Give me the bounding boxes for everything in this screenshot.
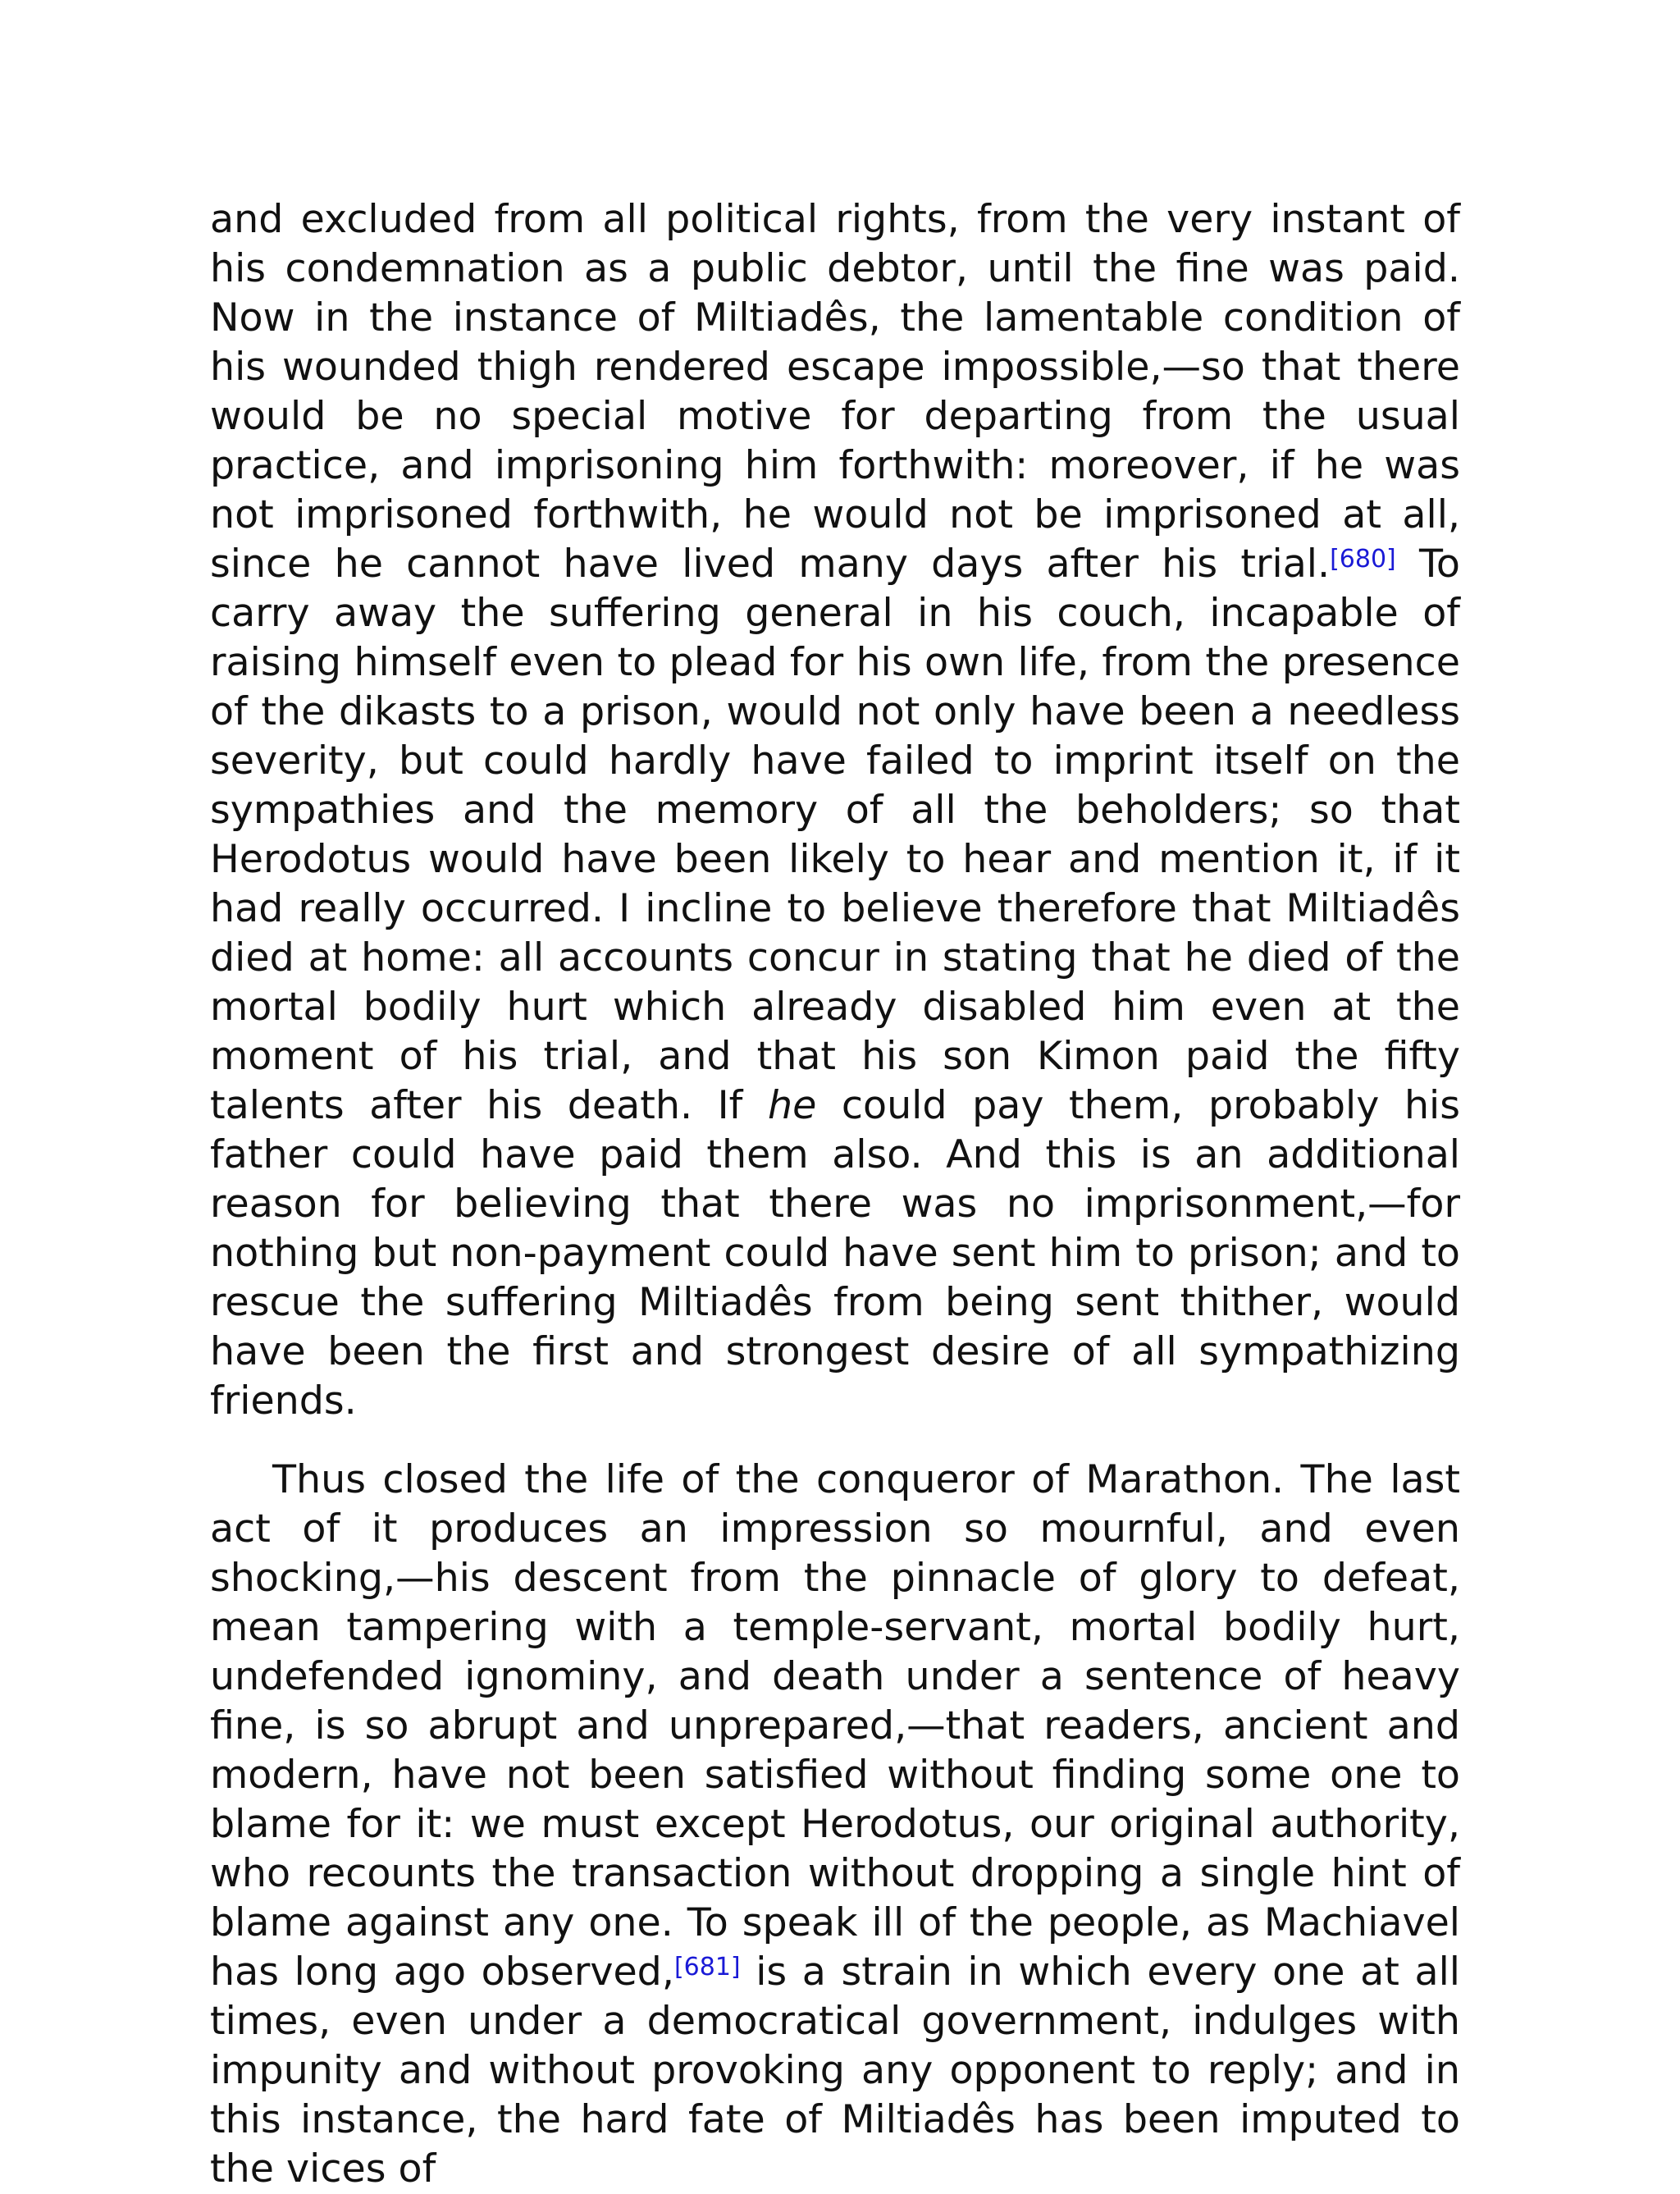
paragraph-1-text-b: To carry away the suffering general in his couch, incapable of raising himself even to plead for his own life, from the presence of the dikasts to a prison, would not only have been a needless severity, but could hardly have failed to imprint itself on the sympathies and the memory of all the beholders; so that Herodotus would have been likely to hear and mention it, if it had really occurred. I incline to believe therefore that Miltiadês died at home: all accounts concur in stating that he died of the mortal bodily hurt which already disabled him even at the moment of his trial, and that his son Kimon paid the fifty talents after his death. If xyxy=(210,542,1460,1128)
paragraph-2-text-a: Thus closed the life of the conqueror of Marathon. The last act of it produces an impression so mournful, and even shocking,—his descent from the pinnacle of glory to defeat, mean tampering with a temple-servant, mortal bodily hurt, undefended ignominy, and death under a sentence of heavy fine, is so abrupt and unprepared,—that readers, ancient and modern, have not been satisfied without finding some one to blame for it: we must except Herodotus, our original authority, who recounts the transaction without dropping a single hint of blame against any one. To speak ill of the people, as Machiavel has long ago observed, xyxy=(210,1457,1460,1995)
paragraph-1-text-a: and excluded from all political rights, from the very instant of his condemnation as a public debtor, until the fine was paid. Now in the instance of Miltiadês, the lamentable condition of his wounded thigh rendered escape impossible,—so that there would be no special motive for departing from the usual practice, and imprisoning him forthwith: moreover, if he was not imprisoned forthwith, he would not be imprisoned at all, since he cannot have lived many days after his trial. xyxy=(210,197,1460,587)
document-page xyxy=(210,195,1460,2194)
footnote-680-link[interactable]: [680] xyxy=(1330,545,1396,574)
emphasis-he: he xyxy=(767,1083,817,1128)
paragraph-2 xyxy=(210,1456,1460,2194)
paragraph-1 xyxy=(210,195,1460,1426)
paragraph-2-text-b: is a strain in which every one at all times, even under a democratical government, indulges with impunity and without provoking any opponent to reply; and in this instance, the hard fate of Miltiadês has been imputed to the vices of xyxy=(210,1949,1460,2192)
footnote-681-link[interactable]: [681] xyxy=(673,1953,741,1981)
paragraph-1-text-c: could pay them, probably his father could have paid them also. And this is an additional reason for believing that there was no imprisonment,—for nothing but non-payment could have sent him to prison; and to rescue the suffering Miltiadês from being sent thither, would have been the first and strongest desire of all sympathizing friends. xyxy=(210,1083,1460,1424)
